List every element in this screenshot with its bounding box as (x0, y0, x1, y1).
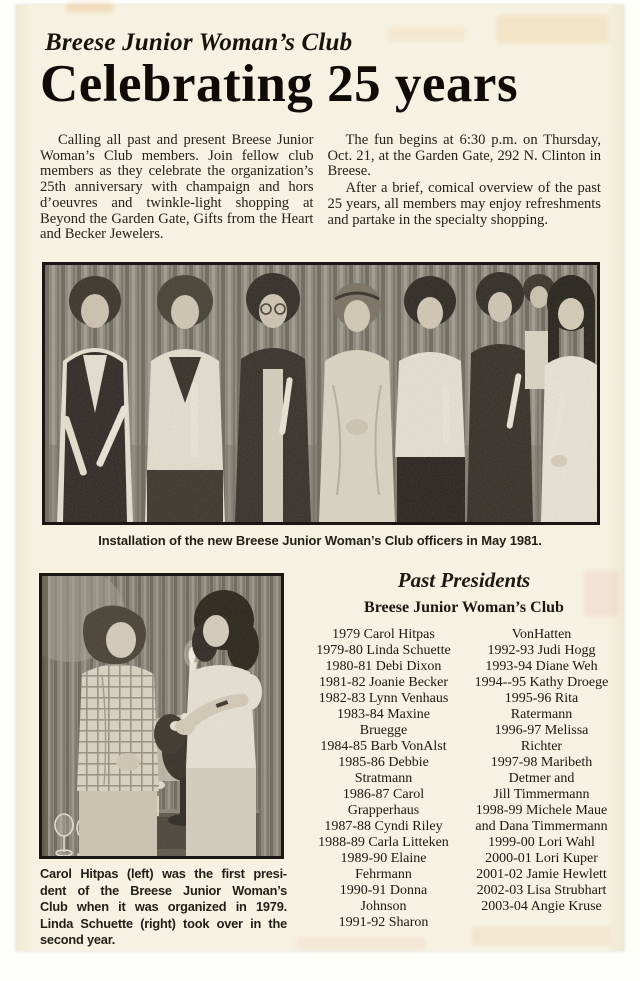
president-entry: 1979 Carol Hitpas (332, 627, 435, 642)
president-entry: 1988-89 Carla Litteken (318, 835, 449, 850)
past-presidents-columns (306, 627, 622, 931)
president-entry: VonHatten (511, 627, 572, 642)
past-presidents-title: Past Presidents (397, 568, 531, 592)
president-entry: 1991-92 Sharon (338, 915, 429, 930)
president-entry: 1990-91 Donna (339, 883, 428, 898)
paragraph: After a brief, comical overview of the past 25 years, all members may enjoy refreshments and partake in the specialty shopping. (327, 180, 601, 228)
president-entry: 2002-03 Lisa Strubhart (476, 883, 607, 898)
president-entry: Ratermann (510, 707, 573, 722)
main-photo (42, 262, 600, 525)
caption-line: Carol Hitpas (left) was the first presi- (40, 866, 287, 881)
article-body (40, 133, 601, 243)
president-entry: 2001-02 Jamie Hewlett (476, 867, 607, 882)
president-entry: Detmer and (508, 771, 575, 786)
photo-illustration-candle (42, 576, 281, 856)
president-entry: 1979-80 Linda Schuette (316, 643, 451, 658)
main-photo-caption: Installation of the new Breese Junior Woman’s Club officers in May 1981. (98, 533, 542, 548)
caption-line: Club when it was organized in 1979. (40, 899, 287, 915)
president-entry: 1987-88 Cyndi Riley (324, 819, 443, 834)
presidents-column-1 (306, 627, 461, 931)
bleed-through-mark (497, 15, 609, 43)
president-entry: 1993-94 Diane Weh (485, 659, 598, 674)
president-entry: 1980-81 Debi Dixon (325, 659, 442, 674)
bleed-through-mark (66, 3, 114, 12)
secondary-photo (39, 573, 284, 859)
president-entry: Grapperhaus (347, 803, 420, 818)
president-entry: 1985-86 Debbie (338, 755, 429, 770)
bleed-through-mark (296, 938, 426, 950)
president-entry: 1981-82 Joanie Becker (318, 675, 449, 690)
secondary-photo-caption (40, 866, 287, 949)
president-entry: 2000-01 Lori Kuper (485, 851, 598, 866)
headline: Celebrating 25 years (40, 55, 519, 113)
president-entry: Richter (520, 739, 563, 754)
article-column-left (40, 133, 314, 243)
president-entry: Johnson (360, 899, 407, 914)
president-entry: 1996-97 Melissa (494, 723, 589, 738)
president-entry: 1998-99 Michele Maue (475, 803, 608, 818)
kicker-title: Breese Junior Woman’s Club (45, 29, 353, 56)
paragraph: Calling all past and present Breese Junior Woman’s Club members. Join fellow club members as they celebrate the organization’s 25th anniversary with champaign and hors d’oeuvres and twinkle-light shopping at Beyond the Garden Gate, Gifts from the Heart and Becker Jewelers. (40, 132, 314, 243)
president-entry: 1989-90 Elaine (340, 851, 427, 866)
president-entry: Bruegge (359, 723, 408, 738)
president-entry: 1994--95 Kathy Droege (474, 675, 609, 690)
president-entry: 1997-98 Maribeth (490, 755, 593, 770)
president-entry: and Dana Timmermann (475, 819, 608, 834)
president-entry: Jill Timmermann (493, 787, 590, 802)
president-entry: 1986-87 Carol (342, 787, 425, 802)
presidents-column-2 (461, 627, 622, 931)
photo-illustration-group (45, 265, 597, 522)
caption-line: dent of the Breese Junior Woman’s (40, 882, 287, 898)
past-presidents-subtitle: Breese Junior Woman’s Club (364, 599, 564, 616)
president-entry: Stratmann (354, 771, 413, 786)
bleed-through-mark (388, 27, 466, 41)
president-entry: 1999-00 Lori Wahl (488, 835, 595, 850)
article-column-right (328, 133, 602, 243)
president-entry: Fehrmann (355, 867, 412, 882)
caption-line: second year. (40, 932, 116, 948)
president-entry: 1992-93 Judi Hogg (487, 643, 596, 658)
past-presidents-section (306, 568, 622, 931)
president-entry: 1995-96 Rita (504, 691, 579, 706)
president-entry: 1982-83 Lynn Venhaus (318, 691, 449, 706)
president-entry: 1983-84 Maxine (337, 707, 430, 722)
paragraph: The fun begins at 6:30 p.m. on Thursday, Oct. 21, at the Garden Gate, 292 N. Clinton in Breese. (327, 132, 601, 180)
president-entry: 1984-85 Barb VonAlst (320, 739, 447, 754)
president-entry: 2003-04 Angie Kruse (481, 899, 602, 914)
newspaper-clipping (16, 5, 624, 951)
caption-line: Linda Schuette (right) took over in the (40, 915, 287, 931)
